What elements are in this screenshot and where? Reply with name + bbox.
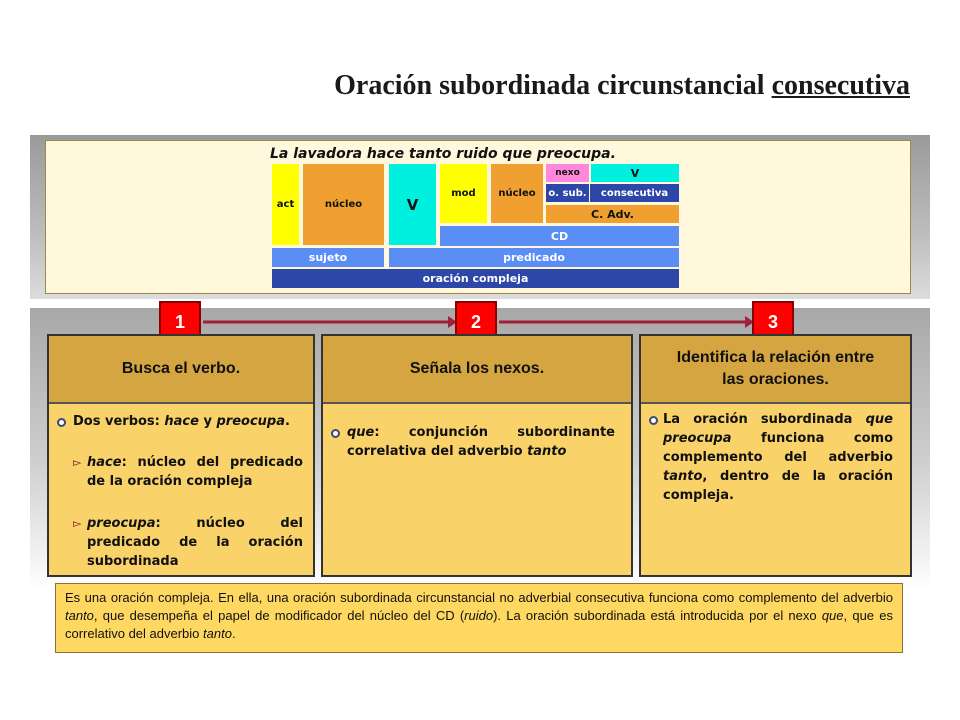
- step-heading-1: Busca el verbo.: [49, 336, 313, 402]
- summary-note: Es una oración compleja. En ella, una oración subordinada circunstancial no adverbial consecutiva funciona como complemento del adverbio tanto, que desempeña el papel de modificador del núcleo del CD (ruido). La oración subordinada está introducida por el nexo que, que es correlativo del adverbio tanto.: [55, 583, 903, 653]
- panel1-sub2-text: preocupa: núcleo del predicado de la oración subordinada: [87, 516, 303, 569]
- block-verbo-principal: V: [389, 164, 436, 245]
- block-sujeto: sujeto: [272, 248, 384, 267]
- bullet-icon: [649, 416, 658, 425]
- step-panel-2: [321, 334, 633, 577]
- step-body-1: [49, 402, 313, 575]
- step-panel-1: [47, 334, 315, 577]
- arrow-bullet-icon: ▻: [73, 517, 82, 530]
- step-badge-2: 2: [455, 301, 497, 343]
- step-badge-3: 3: [752, 301, 794, 343]
- step-panel-3: [639, 334, 912, 577]
- block-nexo: nexo: [546, 164, 589, 182]
- block-cd: CD: [440, 226, 679, 246]
- bullet-icon: [331, 429, 340, 438]
- block-c-adv: C. Adv.: [546, 205, 679, 223]
- step-body-3: [641, 402, 910, 575]
- step-badge-1: 1: [159, 301, 201, 343]
- block-mod: mod: [440, 164, 487, 223]
- step-body-2: [323, 402, 631, 575]
- panel1-main-text: Dos verbos: hace y preocupa.: [73, 414, 290, 429]
- panel1-sub1-text: hace: núcleo del predicado de la oración compleja: [87, 455, 303, 489]
- title-main: Oración subordinada circunstancial: [334, 70, 765, 101]
- bullet-icon: [57, 418, 66, 427]
- block-nucleo-sujeto: núcleo: [303, 164, 384, 245]
- arrow-bullet-icon: ▻: [73, 456, 82, 469]
- block-consecutiva: consecutiva: [590, 184, 679, 202]
- step-heading-2: Señala los nexos.: [323, 336, 631, 402]
- block-o-sub: o. sub.: [546, 184, 589, 202]
- block-nucleo-cd: núcleo: [491, 164, 543, 223]
- panel2-text: que: conjunción subordinante correlativa del adverbio tanto: [347, 425, 615, 459]
- example-sentence: La lavadora hace tanto ruido que preocupa.: [270, 146, 616, 162]
- step-heading-3: Identifica la relación entre las oraciones.: [641, 336, 910, 402]
- block-act: act: [272, 164, 299, 245]
- title-underlined: consecutiva: [771, 70, 910, 101]
- panel3-text: La oración subordinada que preocupa funciona como complemento del adverbio tanto, dentro de la oración compleja.: [663, 412, 893, 503]
- block-predicado: predicado: [389, 248, 679, 267]
- block-oracion-compleja: oración compleja: [272, 269, 679, 288]
- block-verbo-sub: V: [591, 164, 679, 182]
